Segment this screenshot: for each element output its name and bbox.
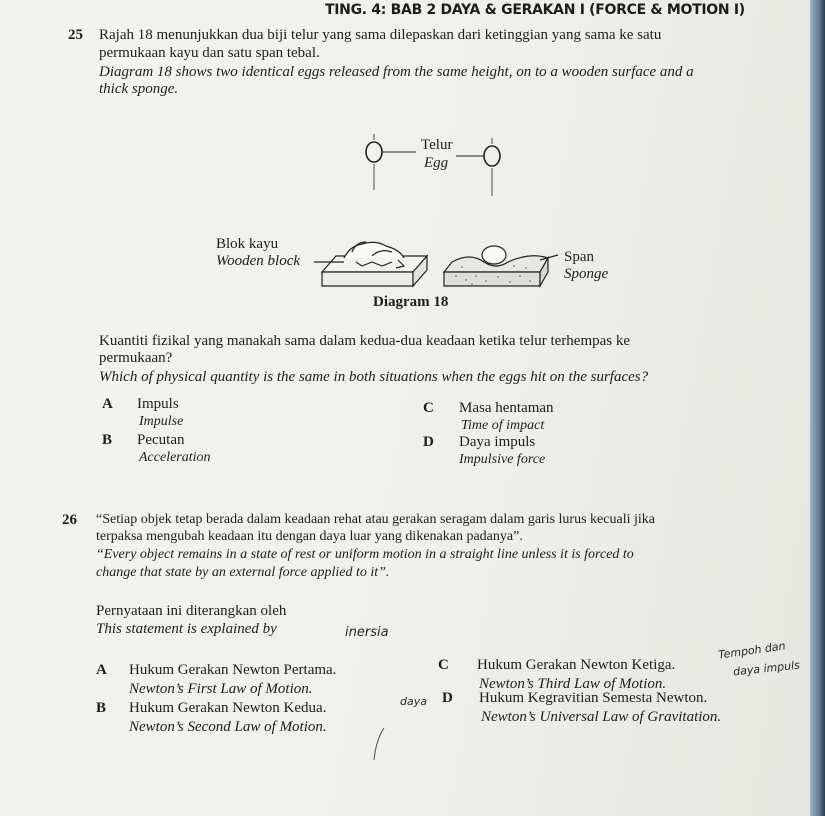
q26-malay-text-1: “Setiap objek tetap berada dalam keadaan rehat atau gerakan seragam dalam garis lurus kecuali jika [96,512,655,527]
page-header: TING. 4: BAB 2 DAYA & GERAKAN I (FORCE & MOTION I) [325,2,745,18]
handwritten-note-tempoh: Tempoh dan [717,639,787,662]
option-english: Acceleration [139,450,211,465]
page-edge-background [810,0,825,816]
q25-malay-text-2: permukaan kayu dan satu span tebal. [99,45,320,61]
option-letter: D [423,434,434,450]
option-malay: Hukum Gerakan Newton Ketiga. [477,657,676,673]
sponge-icon [444,246,558,286]
q26-english-text-2: change that state by an external force applied to it”. [96,565,390,580]
option-malay: Impuls [137,396,179,412]
handwritten-note-impuls: daya impuls [732,658,801,679]
option-english: Newton’s Second Law of Motion. [129,719,327,735]
option-letter: B [96,700,107,716]
handwritten-note-daya: daya [400,695,427,708]
wood-label-english: Wooden block [216,253,301,269]
q26-prompt-malay: Pernyataan ini diterangkan oleh [96,603,287,619]
option-letter: A [102,396,113,412]
option-english: Newton’s Universal Law of Gravitation. [481,709,722,725]
egg-label-english: Egg [424,155,449,171]
option-english: Impulsive force [459,452,546,467]
option-letter: C [423,400,434,416]
option-malay: Masa hentaman [459,400,554,416]
option-letter: C [438,657,449,673]
question-26-number: 26 [62,512,77,528]
option-english: Time of impact [461,418,545,433]
left-egg-icon [366,134,416,190]
q25-question-malay-1: Kuantiti fizikal yang manakah sama dalam kedua-dua keadaan ketika telur terhempas ke [99,333,631,349]
option-malay: Pecutan [137,432,185,448]
wood-label-malay: Blok kayu [216,236,279,252]
option-letter: D [442,690,453,706]
handwritten-note-inersia: inersia [345,625,389,640]
q25-english-text-1: Diagram 18 shows two identical eggs released from the same height, on to a wooden surface and a [99,64,694,80]
wooden-block-icon [314,242,427,286]
option-malay: Hukum Gerakan Newton Pertama. [129,662,337,678]
diagram-caption: Diagram 18 [373,294,449,310]
q26-malay-text-2: terpaksa mengubah keadaan itu dengan daya luar yang dikenakan padanya”. [96,529,523,544]
sponge-label-malay: Span [564,249,594,265]
option-letter: A [96,662,107,678]
option-english: Newton’s First Law of Motion. [129,681,313,697]
q25-question-malay-2: permukaan? [99,350,173,366]
option-malay: Hukum Gerakan Newton Kedua. [129,700,327,716]
egg-label-malay: Telur [421,137,453,153]
sponge-label-english: Sponge [564,266,609,282]
q26-prompt-english: This statement is explained by [96,621,277,637]
option-english: Impulse [139,414,184,429]
right-egg-icon [456,138,500,196]
question-25-number: 25 [68,27,83,43]
q25-english-text-2: thick sponge. [99,81,179,97]
option-malay: Daya impuls [459,434,536,450]
q25-malay-text-1: Rajah 18 menunjukkan dua biji telur yang sama dilepaskan dari ketinggian yang sama ke satu [99,27,662,43]
option-letter: B [102,432,113,448]
option-malay: Hukum Kegravitian Semesta Newton. [479,690,708,706]
q26-english-text-1: “Every object remains in a state of rest or uniform motion in a straight line unless it is forced to [96,547,634,562]
q25-question-english: Which of physical quantity is the same in both situations when the eggs hit on the surfaces? [99,369,649,385]
option-english: Newton’s Third Law of Motion. [479,676,667,692]
